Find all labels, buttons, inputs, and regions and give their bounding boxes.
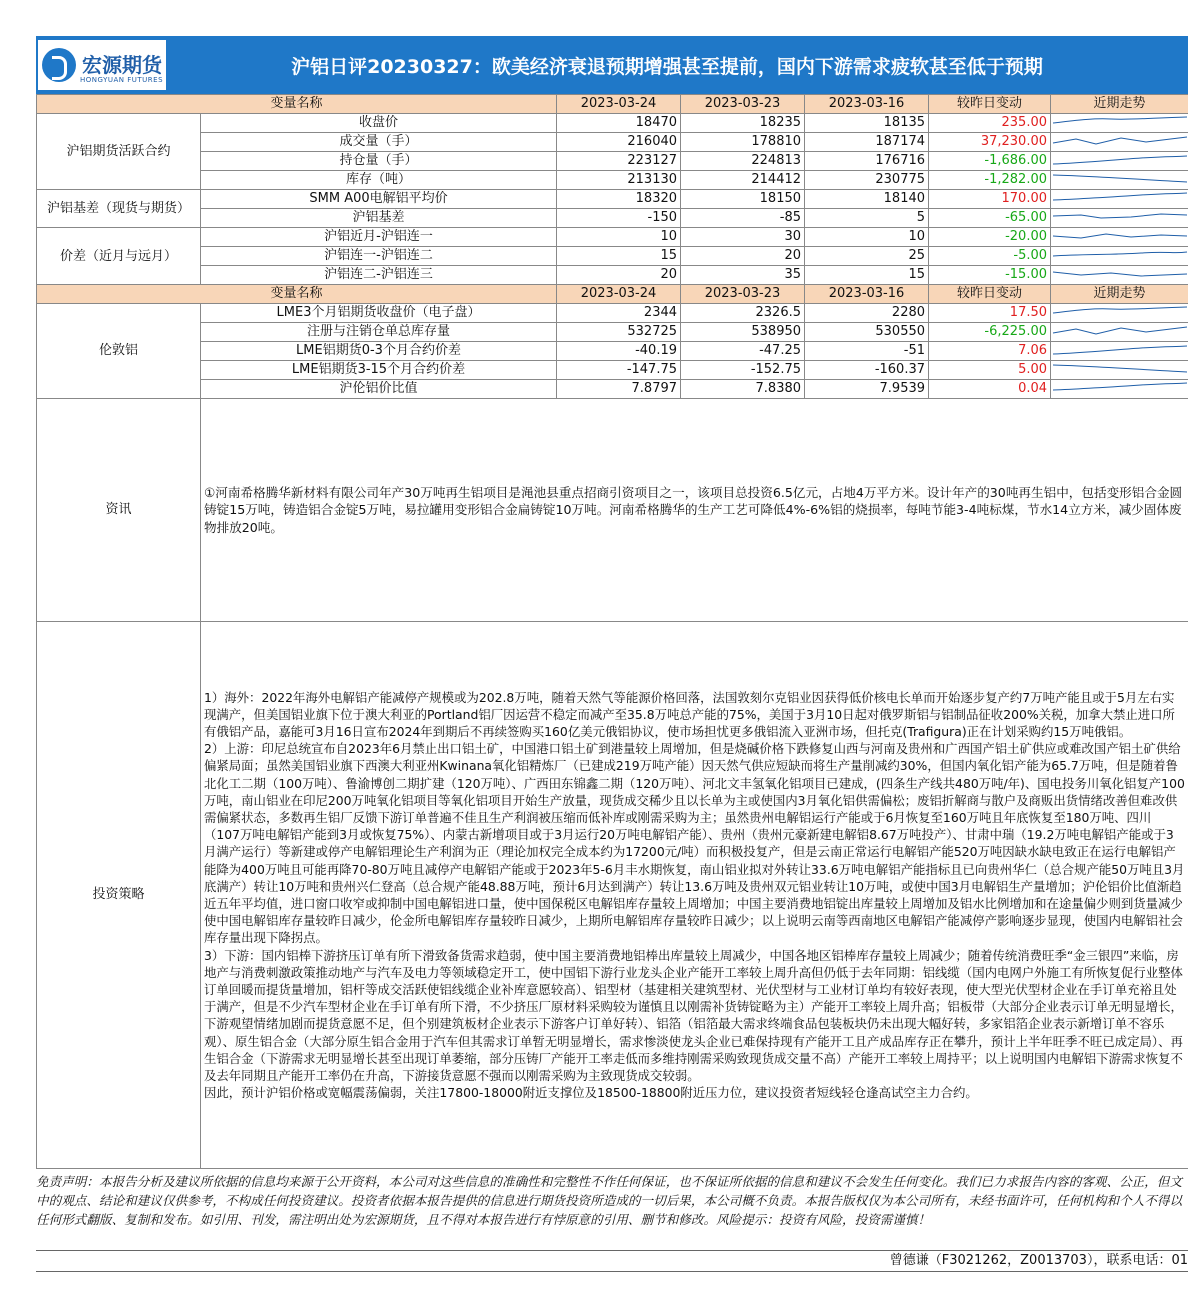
- table-row: [37, 380, 1188, 399]
- table-row: [37, 133, 1188, 152]
- value-2023-03-23: 18150: [681, 190, 805, 209]
- daily-change: -6,225.00: [929, 323, 1051, 342]
- sparkline: [1051, 247, 1188, 266]
- sparkline: [1051, 266, 1188, 285]
- daily-change: 37,230.00: [929, 133, 1051, 152]
- column-header: 近期走势: [1051, 285, 1188, 304]
- daily-change: 5.00: [929, 361, 1051, 380]
- value-2023-03-24: 216040: [557, 133, 681, 152]
- sparkline: [1051, 304, 1188, 323]
- value-2023-03-23: 214412: [681, 171, 805, 190]
- row-label: 沪铝基差: [201, 209, 557, 228]
- value-2023-03-16: 7.9539: [805, 380, 929, 399]
- table-row: [37, 171, 1188, 190]
- logo-icon: [42, 48, 76, 82]
- daily-change: 17.50: [929, 304, 1051, 323]
- value-2023-03-16: 15: [805, 266, 929, 285]
- row-label: 沪铝连二-沪铝连三: [201, 266, 557, 285]
- sparkline: [1051, 361, 1188, 380]
- column-header: 变量名称: [37, 285, 557, 304]
- value-2023-03-23: 20: [681, 247, 805, 266]
- value-2023-03-24: -147.75: [557, 361, 681, 380]
- daily-change: -15.00: [929, 266, 1051, 285]
- value-2023-03-23: 30: [681, 228, 805, 247]
- news-text: ①河南希格腾华新材料有限公司年产30万吨再生铝项目是渑池县重点招商引资项目之一，该项目总投资6.5亿元，占地4万平方米。设计年产的30吨再生铝中，包括变形铝合金圆铸锭15万吨，铸造铝合金锭5万吨，易拉罐用变形铝合金扁铸锭10万吨。河南希格腾华的生产工艺可降低4%-6%铝的烧损率，每吨节能3-4吨标煤，节水14立方米，减少固体废物排放20吨。: [201, 399, 1188, 622]
- column-header: 2023-03-23: [681, 95, 805, 114]
- trend-sparkline: [1051, 247, 1188, 265]
- value-2023-03-24: 213130: [557, 171, 681, 190]
- row-label: 注册与注销仓单总库存量: [201, 323, 557, 342]
- title-bar: [36, 36, 1188, 94]
- value-2023-03-16: 230775: [805, 171, 929, 190]
- news-label: 资讯: [37, 399, 201, 622]
- column-header: 较昨日变动: [929, 95, 1051, 114]
- sparkline: [1051, 133, 1188, 152]
- sparkline-path: [1053, 365, 1187, 372]
- strategy-paragraph: 因此，预计沪铝价格或宽幅震荡偏弱，关注17800-18000附近支撑位及18500-18800附近压力位，建议投资者短线轻仓逢高试空主力合约。: [204, 1085, 978, 1101]
- value-2023-03-24: 18470: [557, 114, 681, 133]
- column-header: 2023-03-23: [681, 285, 805, 304]
- logo-subtext: HONGYUAN FUTURES: [80, 76, 164, 84]
- value-2023-03-24: 15: [557, 247, 681, 266]
- daily-change: 0.04: [929, 380, 1051, 399]
- daily-change: -1,282.00: [929, 171, 1051, 190]
- value-2023-03-23: 2326.5: [681, 304, 805, 323]
- trend-sparkline: [1051, 323, 1188, 341]
- value-2023-03-23: -85: [681, 209, 805, 228]
- row-label: 沪伦铝价比值: [201, 380, 557, 399]
- row-label: 成交量（手）: [201, 133, 557, 152]
- value-2023-03-24: 10: [557, 228, 681, 247]
- column-header: 2023-03-24: [557, 285, 681, 304]
- table-row: [37, 323, 1188, 342]
- daily-change: -65.00: [929, 209, 1051, 228]
- value-2023-03-23: 538950: [681, 323, 805, 342]
- column-header: 2023-03-16: [805, 95, 929, 114]
- trend-sparkline: [1051, 380, 1188, 398]
- daily-change: 235.00: [929, 114, 1051, 133]
- sparkline-path: [1053, 193, 1187, 200]
- daily-change: -1,686.00: [929, 152, 1051, 171]
- sparkline: [1051, 171, 1188, 190]
- value-2023-03-23: 18235: [681, 114, 805, 133]
- sparkline: [1051, 190, 1188, 209]
- group-label: 价差（近月与远月）: [37, 228, 201, 285]
- table-row: [37, 228, 1188, 247]
- table-row: [37, 209, 1188, 228]
- table-row: [37, 361, 1188, 380]
- value-2023-03-16: 18140: [805, 190, 929, 209]
- row-label: LME铝期货3-15个月合约价差: [201, 361, 557, 380]
- table-row: [37, 114, 1188, 133]
- row-label: 持仓量（手）: [201, 152, 557, 171]
- analyst-contact: 曾德谦（F3021262，Z0013703），联系电话：01: [36, 1250, 1188, 1272]
- sparkline-path: [1053, 252, 1187, 256]
- row-label: SMM A00电解铝平均价: [201, 190, 557, 209]
- logo-text: 宏源期货: [82, 53, 162, 77]
- strategy-text: [201, 622, 1188, 1169]
- sparkline: [1051, 152, 1188, 171]
- trend-sparkline: [1051, 171, 1188, 189]
- value-2023-03-24: 7.8797: [557, 380, 681, 399]
- sparkline-path: [1053, 117, 1187, 123]
- value-2023-03-16: 176716: [805, 152, 929, 171]
- value-2023-03-16: 2280: [805, 304, 929, 323]
- value-2023-03-24: 2344: [557, 304, 681, 323]
- trend-sparkline: [1051, 304, 1188, 322]
- sparkline: [1051, 209, 1188, 228]
- value-2023-03-16: -51: [805, 342, 929, 361]
- row-label: 沪铝连一-沪铝连二: [201, 247, 557, 266]
- table-row: [37, 266, 1188, 285]
- row-label: LME3个月铝期货收盘价（电子盘）: [201, 304, 557, 323]
- value-2023-03-16: -160.37: [805, 361, 929, 380]
- daily-change: -5.00: [929, 247, 1051, 266]
- daily-change: -20.00: [929, 228, 1051, 247]
- sparkline-path: [1053, 307, 1187, 313]
- strategy-paragraph: 1）海外：2022年海外电解铝产能减停产规模或为202.8万吨，随着天然气等能源价格回落，法国敦刻尔克铝业因获得低价核电长单而开始逐步复产约7万吨产能且或于5月左右实现满产，但美国铝业旗下位于澳大利亚的Portland铝厂因运营不稳定而减产至35.8万吨总产能的75%，美国于3月10日起对俄罗斯铝与铝制品征收200%关税，加拿大禁止进口所有俄铝产品，嘉能可3月16日宣布2024年到期后不再续签购买160亿美元俄铝协议，使市场担忧更多俄铝流入亚洲市场，但托克(Trafigura)正在计划采购约15万吨俄铝。: [204, 689, 1175, 739]
- row-label: LME铝期货0-3个月合约价差: [201, 342, 557, 361]
- trend-sparkline: [1051, 133, 1188, 151]
- column-header: 2023-03-16: [805, 285, 929, 304]
- sparkline: [1051, 228, 1188, 247]
- value-2023-03-24: 20: [557, 266, 681, 285]
- row-label: 沪铝近月-沪铝连一: [201, 228, 557, 247]
- daily-change: 7.06: [929, 342, 1051, 361]
- sparkline-path: [1053, 137, 1187, 144]
- trend-sparkline: [1051, 114, 1188, 132]
- sparkline: [1051, 380, 1188, 399]
- sparkline: [1051, 323, 1188, 342]
- value-2023-03-16: 187174: [805, 133, 929, 152]
- trend-sparkline: [1051, 266, 1188, 284]
- strategy-paragraph: 2）上游：印尼总统宣布自2023年6月禁止出口铝土矿，中国港口铝土矿到港量较上周增加，但是烧碱价格下跌修复山西与河南及贵州和广西国产铝土矿供应或难改国产铝土矿供给偏紧局面；虽然美国铝业旗下西澳大利亚州Kwinana氧化铝精炼厂（已建成219万吨产能）因天然气供应短缺而将生产量削减约30%，但国内氧化铝产能为65.7万吨，但是随着鲁北化工二期（100万吨）、鲁渝博创二期扩建（120万吨）、广西田东锦鑫二期（120万吨）、河北文丰氢氧化铝项目已建成，(四条生产线共480万吨/年)、国电投务川氧化铝复产100万吨，南山铝业在印尼200万吨氧化铝项目等氧化铝项目开始生产放量，现货成交稀少且以长单为主或使国内3月氧化铝供需偏松；废铝折解商与散户及商贩出货情绪改善但难改供需偏紧状态，多数再生铝厂反馈下游订单普遍不佳且生产利润被压缩而低补库或刚需采购为主；虽然贵州电解铝运行产能或于6月恢复至160万吨且年底恢复至180万吨、四川（107万吨电解铝产能到3月或恢复75%）、内蒙古新增项目或于3月运行20万吨电解铝产能）、贵州（贵州元豪新建电解铝8.67万吨投产）、甘肃中瑞（19.2万吨电解铝产能或于3月满产运行）等新建或停产电解铝理论生产利润为正（理论加权完全成本约为17200元/吨）而积极投复产，但是云南正常运行电解铝产能520万吨因缺水缺电致正在运行电解铝产能降为400万吨且可能再降70-80万吨且减停产电解铝产能或于2023年5-6月丰水期恢复，南山铝业拟对外转让33.6万吨电解铝产能指标且已向贵州华仁（总合规产能50万吨且3月底满产）转让10万吨和贵州兴仁登高（总合规产能48.88万吨，预计6月达到满产）转让13.6万吨及贵州双元铝业转让10万吨，或使中国3月电解铝生产量增加；沪伦铝价比值渐趋近五年平均值，进口窗口收窄或抑制中国电解铝进口量，使中国保税区电解铝库存量较上周增加；中国主要消费地铝锭出库量较上周增加及铝水比例增加和在途量偏少则到货量减少使中国电解铝库存量较昨日减少，伦金所电解铝库存量较昨日减少，上期所电解铝库存量较昨日减少；以上说明云南等西南地区电解铝产能减停产影响逐步显现，使国内电解铝社会库存量出现下降拐点。: [204, 741, 1185, 946]
- strategy-label: 投资策略: [37, 622, 201, 1169]
- header-row: [37, 95, 1188, 114]
- sparkline-path: [1053, 383, 1187, 390]
- column-header: 2023-03-24: [557, 95, 681, 114]
- sparkline-path: [1053, 156, 1187, 164]
- value-2023-03-16: 530550: [805, 323, 929, 342]
- value-2023-03-24: 223127: [557, 152, 681, 171]
- value-2023-03-16: 25: [805, 247, 929, 266]
- table-row: [37, 342, 1188, 361]
- row-label: 收盘价: [201, 114, 557, 133]
- sparkline: [1051, 342, 1188, 361]
- disclaimer: 免责声明：本报告分析及建议所依据的信息均来源于公开资料，本公司对这些信息的准确性和完整性不作任何保证，也不保证所依据的信息和建议不会发生任何变化。我们已力求报告内容的客观、公正，但文中的观点、结论和建议仅供参考，不构成任何投资建议。投资者依据本报告提供的信息进行期货投资所造成的一切后果，本公司概不负责。本报告版权仅为本公司所有，未经书面许可，任何机构和个人不得以任何形式翻版、复制和发布。如引用、刊发，需注明出处为宏源期货，且不得对本报告进行有悖原意的引用、删节和修改。风险提示：投资有风险，投资需谨慎！: [36, 1174, 1183, 1227]
- sparkline: [1051, 114, 1188, 133]
- table-row: [37, 190, 1188, 209]
- value-2023-03-23: -47.25: [681, 342, 805, 361]
- value-2023-03-24: -150: [557, 209, 681, 228]
- sparkline-path: [1053, 346, 1187, 354]
- value-2023-03-23: 35: [681, 266, 805, 285]
- trend-sparkline: [1051, 209, 1188, 227]
- table-row: [37, 304, 1188, 323]
- trend-sparkline: [1051, 152, 1188, 170]
- sparkline-path: [1053, 214, 1187, 218]
- value-2023-03-24: -40.19: [557, 342, 681, 361]
- value-2023-03-16: 10: [805, 228, 929, 247]
- company-logo: [38, 40, 166, 90]
- column-header: 较昨日变动: [929, 285, 1051, 304]
- row-label: 库存（吨）: [201, 171, 557, 190]
- data-table: [36, 94, 1188, 1169]
- trend-sparkline: [1051, 228, 1188, 246]
- table-row: [37, 152, 1188, 171]
- value-2023-03-23: 7.8380: [681, 380, 805, 399]
- column-header: 近期走势: [1051, 95, 1188, 114]
- value-2023-03-24: 532725: [557, 323, 681, 342]
- value-2023-03-23: 224813: [681, 152, 805, 171]
- column-header: 变量名称: [37, 95, 557, 114]
- trend-sparkline: [1051, 342, 1188, 360]
- report-title: 沪铝日评20230327：欧美经济衰退预期增强甚至提前，国内下游需求疲软甚至低于预期: [291, 55, 1043, 78]
- sparkline-path: [1053, 234, 1187, 238]
- group-label: 伦敦铝: [37, 304, 201, 399]
- value-2023-03-23: -152.75: [681, 361, 805, 380]
- value-2023-03-23: 178810: [681, 133, 805, 152]
- value-2023-03-16: 5: [805, 209, 929, 228]
- report-sheet: [36, 36, 1188, 1169]
- group-label: 沪铝期货活跃合约: [37, 114, 201, 190]
- trend-sparkline: [1051, 190, 1188, 208]
- sparkline-path: [1053, 327, 1187, 334]
- daily-change: 170.00: [929, 190, 1051, 209]
- value-2023-03-24: 18320: [557, 190, 681, 209]
- header-row: [37, 285, 1188, 304]
- sparkline-path: [1053, 175, 1187, 182]
- group-label: 沪铝基差（现货与期货）: [37, 190, 201, 228]
- strategy-paragraph: 3）下游：国内铝棒下游挤压订单有所下滑致备货需求趋弱，使中国主要消费地铝棒出库量较上周减少，中国各地区铝棒库存量较上周减少；随着传统消费旺季“金三银四”来临，房地产与消费刺激政策推动地产与汽车及电力等领域稳定开工，使中国铝下游行业龙头企业产能开工率较上周升高但仍低于去年同期：铝线缆（国内电网户外施工有所恢复促行业整体订单回暖而提货量增加，铝杆等成交活跃使铝线缆企业补库意愿较高）、铝型材（基建相关建筑型材、光伏型材与工业材订单均有较好表现，使大型光伏型材企业在手订单充裕且处于满产，但是不少汽车型材企业在手订单有所下滑，不少挤压厂原材料采购较为谨慎且以刚需补货铸锭略为主）产能开工率较上周升高；铝板带（大部分企业表示订单无明显增长，下游观望情绪加剧而提货意愿不足，但个别建筑板材企业表示下游客户订单好转）、铝箔（铝箔最大需求终端食品包装板块仍未出现大幅好转，多家铝箔企业表示新增订单不容乐观）、原生铝合金（大部分原生铝合金用于汽车但其需求订单暂无明显增长，需求惨淡使龙头企业已难保持现有产能开工且产成品库存正在攀升，预计上半年旺季不旺已成定局）、再生铝合金（下游需求无明显增长甚至出现订单萎缩，部分压铸厂产能开工率走低而多维持刚需采购致现货成交量不高）产能开工率较上周持平；以上说明国内电解铝下游需求恢复不及去年同期且产能开工率仍在升高，下游接货意愿不强而以刚需采购为主致现货成交较弱。: [204, 947, 1183, 1084]
- sparkline-path: [1053, 272, 1187, 276]
- value-2023-03-16: 18135: [805, 114, 929, 133]
- table-row: [37, 247, 1188, 266]
- trend-sparkline: [1051, 361, 1188, 379]
